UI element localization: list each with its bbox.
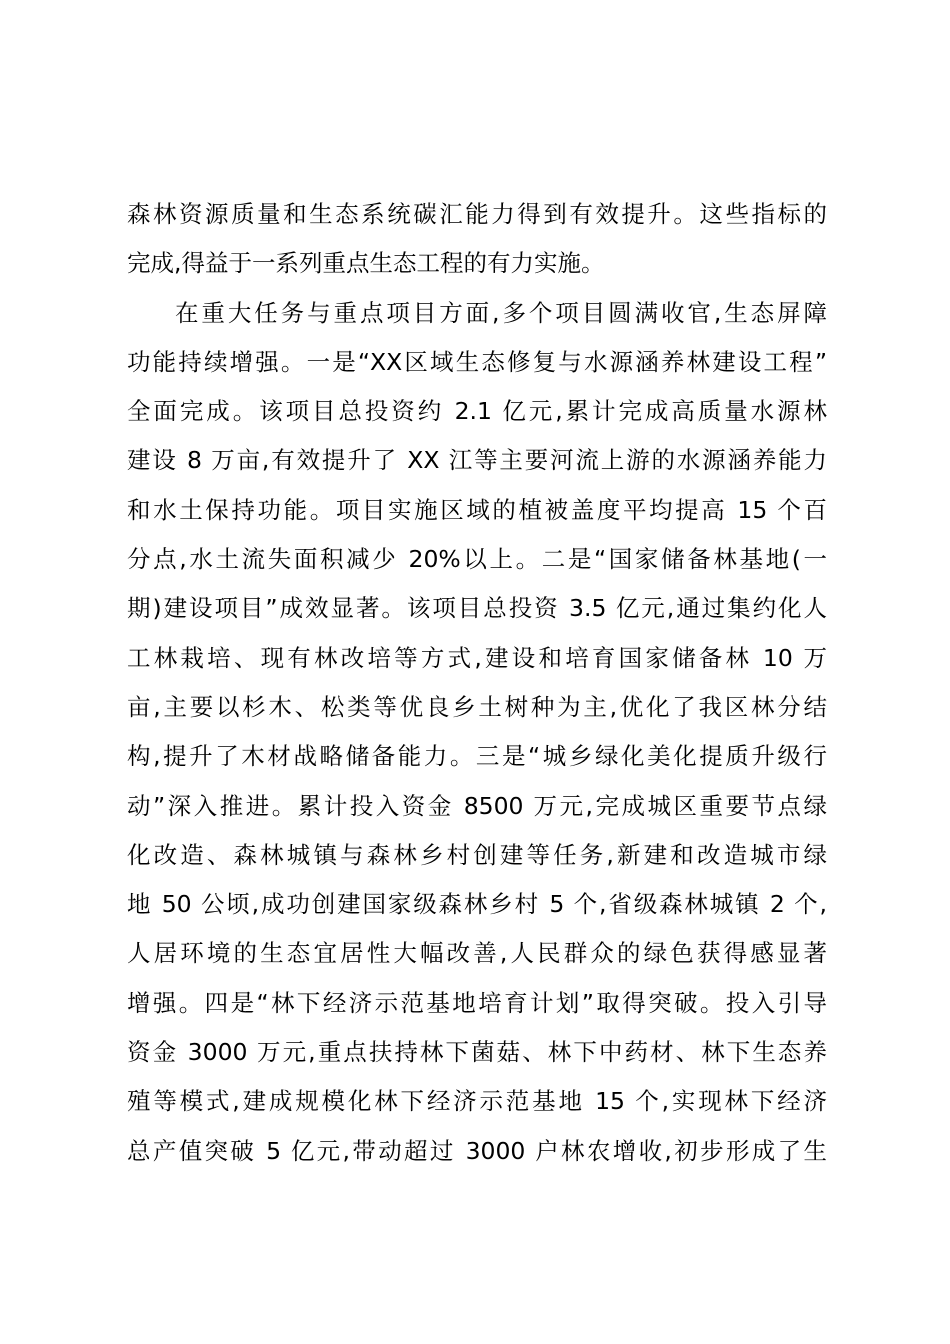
text-line: 全面完成。该项目总投资约 2.1 亿元,累计完成高质量水源林 [127,397,827,426]
text-line: 在重大任务与重点项目方面,多个项目圆满收官,生态屏障 [175,298,827,327]
text-line: 分点,水土流失面积减少 20%以上。二是“国家储备林基地(一 [127,545,827,574]
text-line: 地 50 公顷,成功创建国家级森林乡村 5 个,省级森林城镇 2 个, [127,890,827,919]
text-line: 增强。四是“林下经济示范基地培育计划”取得突破。投入引导 [127,988,827,1017]
text-line: 和水土保持功能。项目实施区域的植被盖度平均提高 15 个百 [127,495,827,524]
text-line: 化改造、森林城镇与森林乡村创建等任务,新建和改造城市绿 [127,840,827,869]
text-line: 资金 3000 万元,重点扶持林下菌菇、林下中药材、林下生态养 [127,1038,827,1067]
text-line: 构,提升了木材战略储备能力。三是“城乡绿化美化提质升级行 [127,742,827,771]
text-line: 期)建设项目”成效显著。该项目总投资 3.5 亿元,通过集约化人 [127,594,827,623]
text-line: 功能持续增强。一是“XX区域生态修复与水源涵养林建设工程” [127,347,827,376]
text-line: 完成,得益于一系列重点生态工程的有力实施。 [127,249,605,278]
text-line: 总产值突破 5 亿元,带动超过 3000 户林农增收,初步形成了生 [127,1136,827,1165]
body-text [127,190,827,1176]
text-line: 建设 8 万亩,有效提升了 XX 江等主要河流上游的水源涵养能力 [127,446,827,475]
text-line: 森林资源质量和生态系统碳汇能力得到有效提升。这些指标的 [127,200,827,228]
text-line: 殖等模式,建成规模化林下经济示范基地 15 个,实现林下经济 [127,1087,827,1116]
text-line: 亩,主要以杉木、松类等优良乡土树种为主,优化了我区林分结 [127,692,827,721]
text-line: 人居环境的生态宜居性大幅改善,人民群众的绿色获得感显著 [127,939,827,968]
text-line: 工林栽培、现有林改培等方式,建设和培育国家储备林 10 万 [127,643,827,672]
text-line: 动”深入推进。累计投入资金 8500 万元,完成城区重要节点绿 [127,791,827,820]
